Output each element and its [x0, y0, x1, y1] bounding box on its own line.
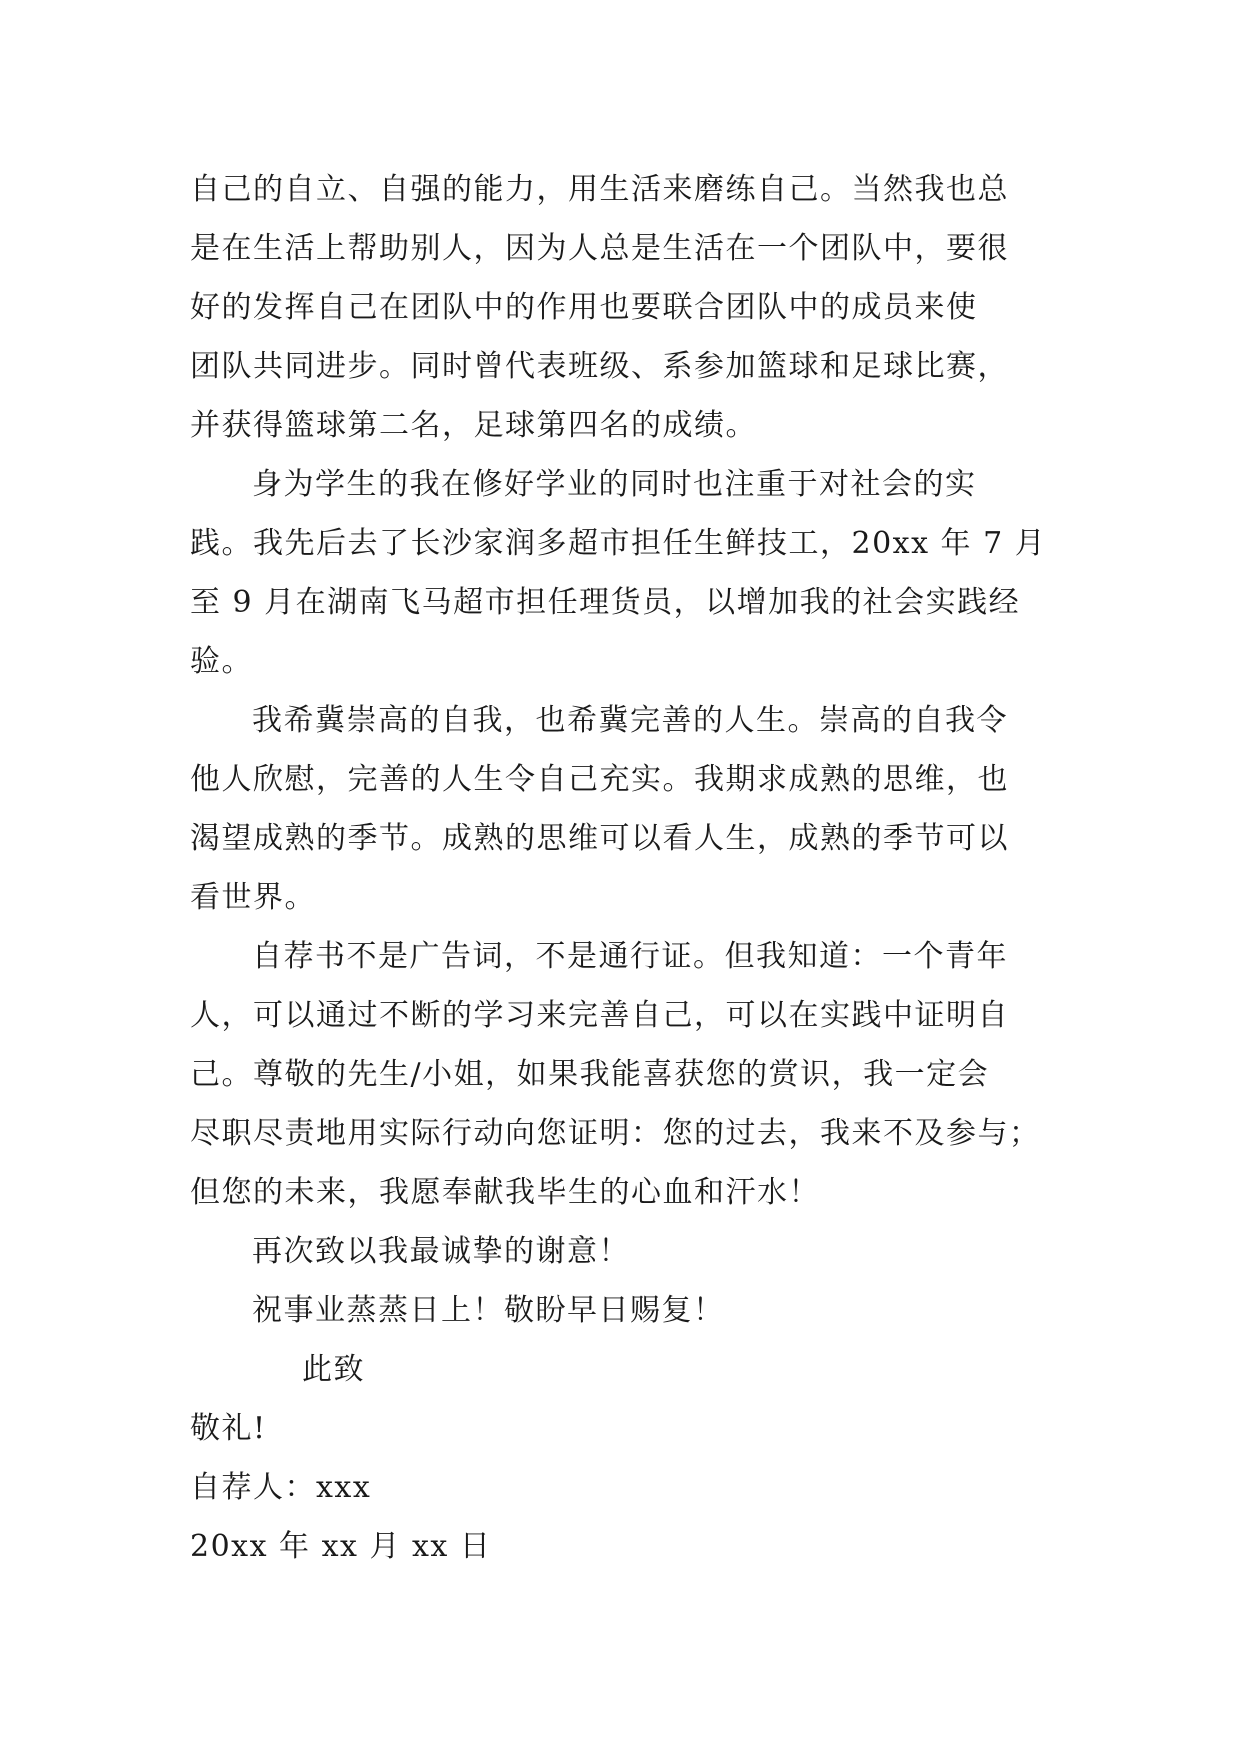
text-line: 我希冀崇高的自我，也希冀完善的人生。崇高的自我令 — [252, 703, 1008, 738]
text-line: 至 9 月在湖南飞马超市担任理货员，以增加我的社会实践经 — [190, 585, 1021, 620]
closing-ci-zhi: 此致 — [302, 1352, 365, 1387]
text-line: 并获得篮球第二名，足球第四名的成绩。 — [190, 408, 757, 443]
date: 20xx 年 xx 月 xx 日 — [190, 1529, 492, 1564]
paragraph-recommendation — [190, 927, 1060, 1222]
text-line: 他人欣慰，完善的人生令自己充实。我期求成熟的思维，也 — [190, 762, 1009, 797]
text-line: 践。我先后去了长沙家润多超市担任生鲜技工，20xx 年 7 月 — [190, 526, 1047, 561]
text-line: 身为学生的我在修好学业的同时也注重于对社会的实 — [252, 467, 977, 502]
text-line: 好的发挥自己在团队中的作用也要联合团队中的成员来使 — [190, 290, 978, 325]
text-line: 自荐书不是广告词，不是通行证。但我知道：一个青年 — [252, 939, 1008, 974]
paragraph-aspiration — [190, 691, 1060, 927]
text-line: 渴望成熟的季节。成熟的思维可以看人生，成熟的季节可以 — [190, 821, 1009, 856]
text-line: 验。 — [190, 644, 253, 679]
closing-section — [190, 1222, 1060, 1576]
text-line: 自己的自立、自强的能力，用生活来磨练自己。当然我也总 — [190, 172, 1009, 207]
text-line: 己。尊敬的先生/小姐，如果我能喜获您的赏识，我一定会 — [190, 1057, 990, 1092]
closing-jing-li: 敬礼! — [190, 1411, 267, 1446]
closing-wishes: 祝事业蒸蒸日上！敬盼早日赐复！ — [252, 1293, 725, 1328]
text-line: 团队共同进步。同时曾代表班级、系参加篮球和足球比赛， — [190, 349, 1009, 384]
letter-body — [190, 160, 1060, 1576]
text-line: 是在生活上帮助别人，因为人总是生活在一个团队中，要很 — [190, 231, 1009, 266]
text-line: 但您的未来，我愿奉献我毕生的心血和汗水！ — [190, 1175, 820, 1210]
paragraph-self-reliance — [190, 160, 1060, 455]
closing-thanks: 再次致以我最诚挚的谢意！ — [252, 1234, 630, 1269]
text-line: 人，可以通过不断的学习来完善自己，可以在实践中证明自 — [190, 998, 1009, 1033]
paragraph-social-practice — [190, 455, 1060, 691]
signature: 自荐人：xxx — [190, 1470, 372, 1505]
text-line: 尽职尽责地用实际行动向您证明：您的过去，我来不及参与； — [190, 1116, 1041, 1151]
text-line: 看世界。 — [190, 880, 316, 915]
